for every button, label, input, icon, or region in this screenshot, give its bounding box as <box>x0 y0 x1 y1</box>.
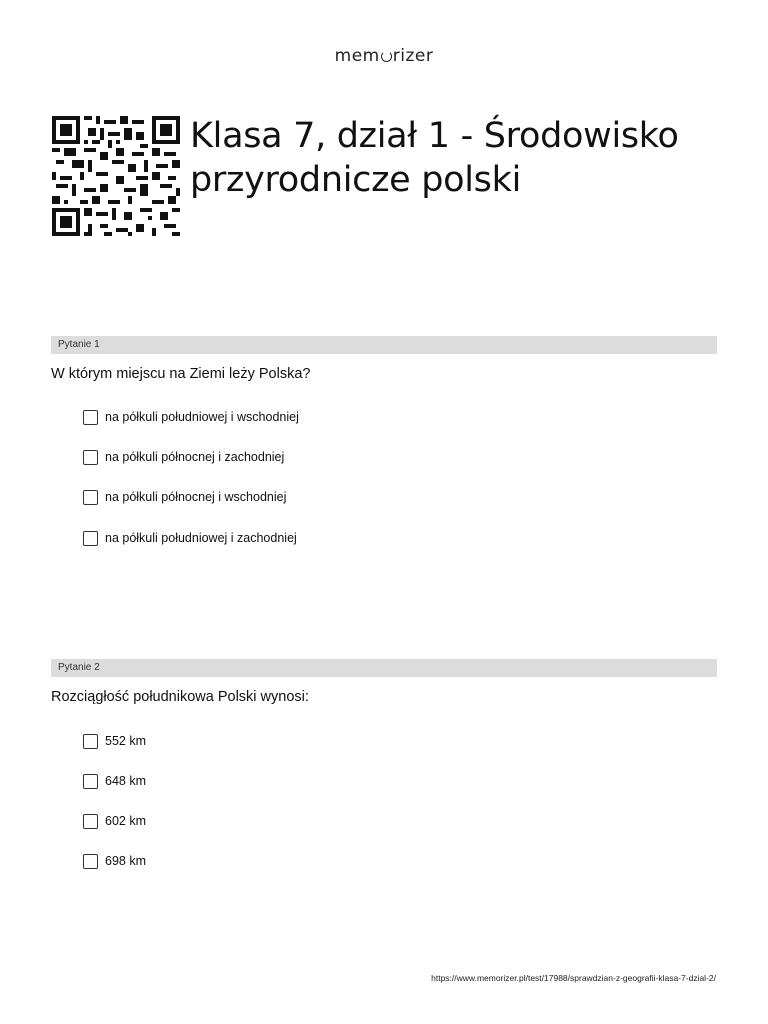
logo-suffix: rizer <box>392 46 434 66</box>
question-1-option-3[interactable] <box>83 488 286 506</box>
checkbox[interactable] <box>83 814 98 829</box>
question-2-option-1[interactable] <box>83 732 146 750</box>
checkbox[interactable] <box>83 490 98 505</box>
question-1-option-4[interactable] <box>83 529 297 547</box>
option-label: 698 km <box>105 854 146 868</box>
option-label: 602 km <box>105 814 146 828</box>
checkbox[interactable] <box>83 410 98 425</box>
option-label: na półkuli południowej i wschodniej <box>105 410 299 424</box>
memorizer-logo <box>0 46 768 66</box>
question-2-option-2[interactable] <box>83 772 146 790</box>
question-1-option-2[interactable] <box>83 448 284 466</box>
question-1-text: W którym miejscu na Ziemi leży Polska? <box>51 366 311 382</box>
checkbox[interactable] <box>83 774 98 789</box>
option-label: na półkuli południowej i zachodniej <box>105 531 297 545</box>
logo-prefix: mem <box>334 46 380 66</box>
question-1-option-1[interactable] <box>83 408 299 426</box>
checkbox[interactable] <box>83 854 98 869</box>
question-2-option-3[interactable] <box>83 812 146 830</box>
checkbox[interactable] <box>83 531 98 546</box>
option-label: na półkuli północnej i wschodniej <box>105 490 287 504</box>
question-2-header: Pytanie 2 <box>51 659 717 677</box>
option-label: na półkuli północnej i zachodniej <box>105 450 285 464</box>
option-label: 552 km <box>105 734 146 748</box>
logo-o-icon <box>381 51 392 62</box>
qr-code-icon <box>52 116 180 236</box>
question-1-header: Pytanie 1 <box>51 336 717 354</box>
option-label: 648 km <box>105 774 146 788</box>
question-2-text: Rozciągłość południkowa Polski wynosi: <box>51 689 309 705</box>
footer-url: https://www.memorizer.pl/test/17988/sprawdzian-z-geografii-klasa-7-dzial-2/ <box>431 973 716 983</box>
question-2-option-4[interactable] <box>83 852 146 870</box>
checkbox[interactable] <box>83 450 98 465</box>
checkbox[interactable] <box>83 734 98 749</box>
document-title: Klasa 7, dział 1 - Środowisko przyrodnicze polski <box>190 116 679 200</box>
